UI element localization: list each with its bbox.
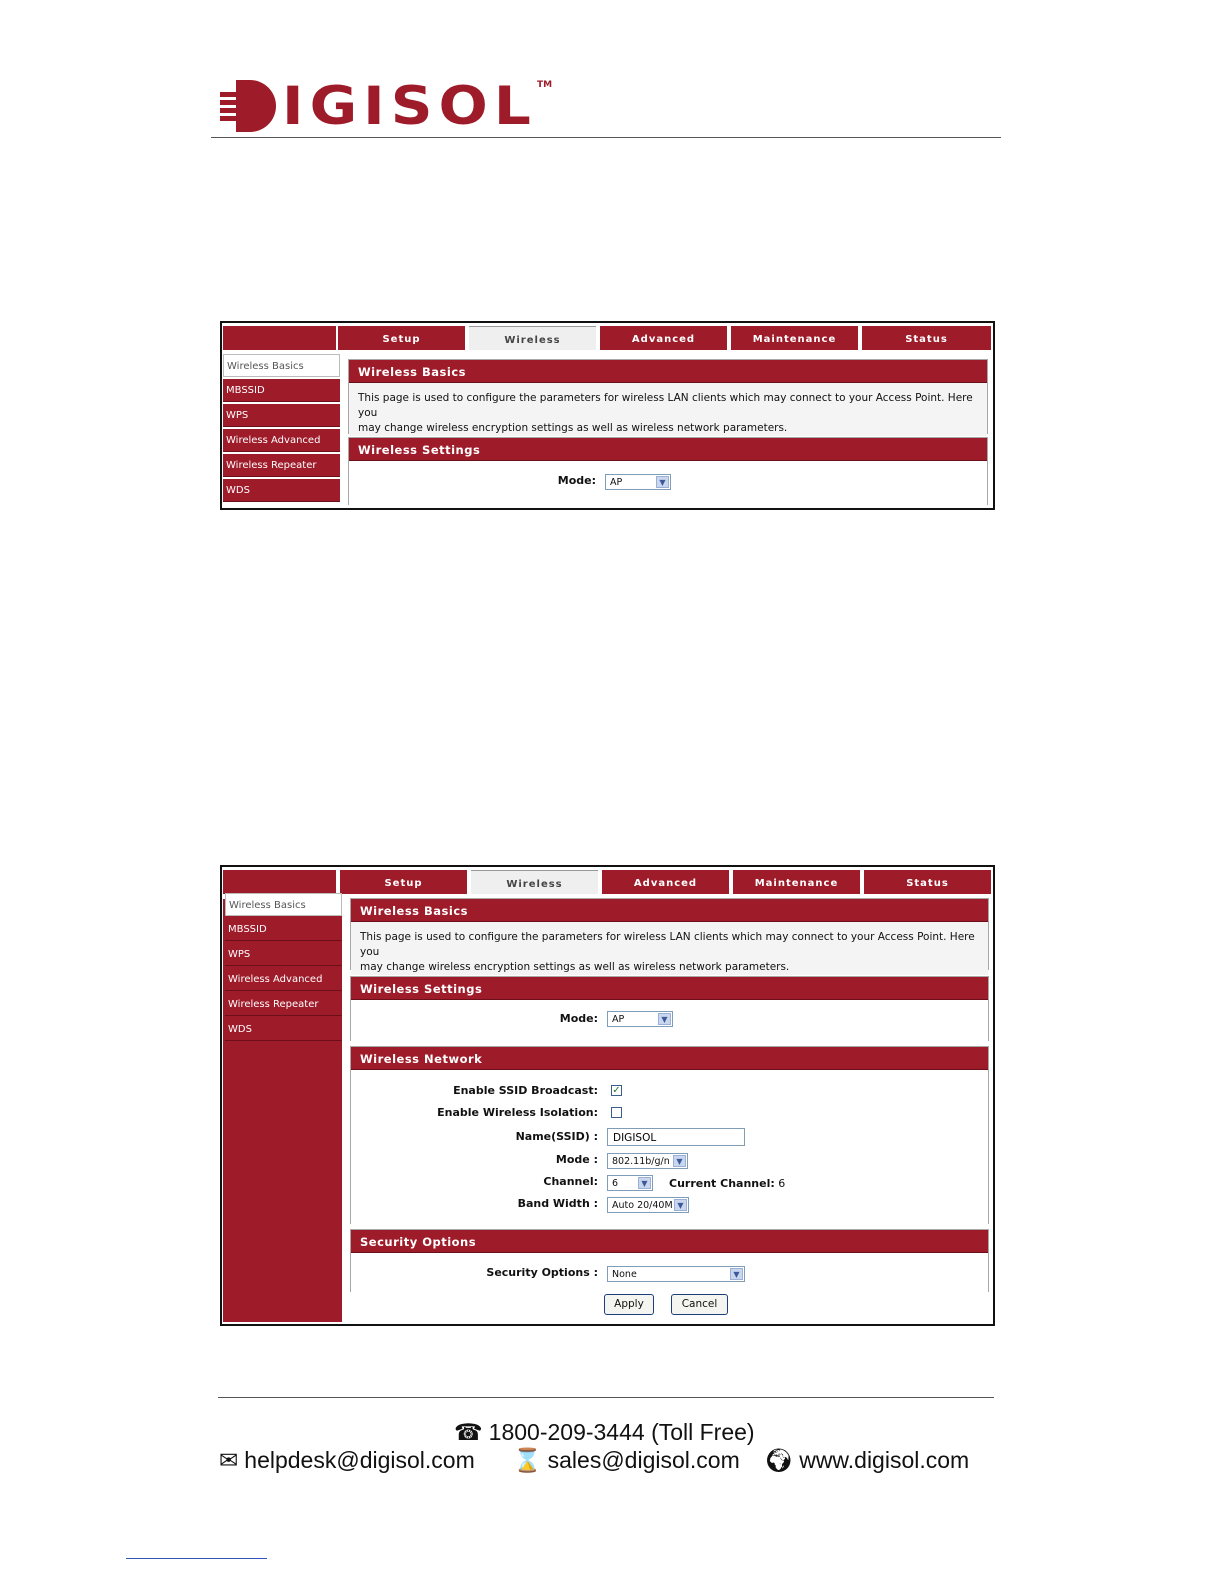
panel-title: Wireless Basics	[349, 360, 987, 383]
chevron-down-icon: ▼	[673, 1155, 686, 1167]
channel-label: Channel:	[543, 1175, 598, 1188]
ssid-name-input[interactable]: DIGISOL	[607, 1128, 745, 1146]
footer-rule	[218, 1397, 994, 1398]
tab-advanced[interactable]: Advanced	[602, 870, 729, 894]
sidebar	[223, 354, 340, 504]
screenshot-wireless-basics	[220, 321, 995, 510]
sidebar-item-mbssid[interactable]: MBSSID	[223, 379, 340, 402]
panel-title: Wireless Basics	[351, 899, 988, 922]
isolation-label: Enable Wireless Isolation:	[437, 1106, 598, 1119]
current-channel: Current Channel: 6	[669, 1177, 786, 1190]
ssid-name-label: Name(SSID) :	[515, 1130, 598, 1143]
security-options-label: Security Options :	[486, 1266, 598, 1279]
isolation-checkbox[interactable]	[611, 1107, 622, 1118]
wireless-network-panel	[350, 1046, 989, 1224]
wireless-basics-panel	[348, 359, 988, 434]
sidebar-item-wireless-basics[interactable]: Wireless Basics	[225, 893, 342, 916]
tab-wireless[interactable]: Wireless	[471, 870, 598, 894]
globe-icon: 🌍︎	[764, 1447, 794, 1473]
bandwidth-select[interactable]: Auto 20/40M ▼	[607, 1197, 689, 1213]
security-options-panel	[350, 1229, 989, 1292]
wireless-basics-panel	[350, 898, 989, 973]
apply-button[interactable]: Apply	[604, 1294, 654, 1315]
logo-text: IGISOL	[282, 75, 537, 137]
sidebar-item-wireless-advanced[interactable]: Wireless Advanced	[223, 429, 340, 452]
panel-title: Wireless Network	[351, 1047, 988, 1070]
screenshot-wireless-network	[220, 865, 995, 1326]
tab-setup[interactable]: Setup	[340, 870, 467, 894]
network-mode-label: Mode :	[555, 1153, 598, 1166]
sidebar-item-wireless-repeater[interactable]: Wireless Repeater	[225, 993, 342, 1016]
sidebar-item-wps[interactable]: WPS	[223, 404, 340, 427]
wireless-settings-panel	[348, 437, 988, 505]
mail-icon: ✉	[219, 1447, 239, 1473]
chevron-down-icon: ▼	[674, 1199, 687, 1211]
sidebar-item-wireless-basics[interactable]: Wireless Basics	[223, 354, 340, 377]
ssid-broadcast-label: Enable SSID Broadcast:	[453, 1084, 598, 1097]
tab-wireless[interactable]: Wireless	[469, 326, 596, 350]
panel-title: Wireless Settings	[351, 977, 988, 1000]
panel-title: Wireless Settings	[349, 438, 987, 461]
tab-maintenance[interactable]: Maintenance	[733, 870, 860, 894]
mode-label: Mode:	[559, 1012, 598, 1025]
cancel-button[interactable]: Cancel	[671, 1294, 728, 1315]
mode-label: Mode:	[557, 474, 596, 487]
description: This page is used to configure the parameters for wireless LAN clients which may connect to your Access Point. Here you may change wireless encryption settings as well as wireless network parameters.	[349, 383, 987, 436]
logo-trademark: TM	[537, 80, 553, 90]
panel-title: Security Options	[351, 1230, 988, 1253]
mode-select[interactable]: AP ▼	[607, 1011, 673, 1027]
sidebar	[225, 893, 342, 1043]
tab-status[interactable]: Status	[864, 870, 991, 894]
security-options-select[interactable]: None ▼	[607, 1266, 745, 1282]
phone-line: ☎ 1800-209-3444 (Toll Free)	[454, 1419, 755, 1445]
mode-select[interactable]: AP ▼	[605, 474, 671, 490]
tab-maintenance[interactable]: Maintenance	[731, 326, 858, 350]
footnote-rule	[126, 1558, 267, 1559]
sales-line: ⌛ sales@digisol.com	[513, 1447, 740, 1473]
chevron-down-icon: ▼	[658, 1013, 671, 1025]
wireless-settings-panel	[350, 976, 989, 1041]
chevron-down-icon: ▼	[638, 1177, 651, 1189]
tab-bar	[222, 326, 993, 352]
tab-status[interactable]: Status	[862, 326, 991, 350]
sidebar-item-wireless-advanced[interactable]: Wireless Advanced	[225, 968, 342, 991]
hourglass-icon: ⌛	[513, 1447, 542, 1473]
sidebar-item-wps[interactable]: WPS	[225, 943, 342, 966]
tab-advanced[interactable]: Advanced	[600, 326, 727, 350]
network-mode-select[interactable]: 802.11b/g/n ▼	[607, 1153, 688, 1169]
sidebar-item-wireless-repeater[interactable]: Wireless Repeater	[223, 454, 340, 477]
chevron-down-icon: ▼	[656, 476, 669, 488]
helpdesk-line: ✉ helpdesk@digisol.com	[219, 1447, 475, 1473]
channel-select[interactable]: 6 ▼	[607, 1175, 653, 1191]
sidebar-item-wds[interactable]: WDS	[225, 1018, 342, 1041]
logo-mark	[220, 80, 278, 132]
ssid-broadcast-checkbox[interactable]: ✓	[612, 1085, 621, 1096]
header-rule	[211, 137, 1001, 138]
bandwidth-label: Band Width :	[517, 1197, 598, 1210]
phone-icon: ☎	[454, 1419, 483, 1445]
digisol-logo	[220, 75, 537, 137]
web-line: 🌍︎ www.digisol.com	[764, 1447, 970, 1473]
sidebar-item-wds[interactable]: WDS	[223, 479, 340, 502]
chevron-down-icon: ▼	[730, 1268, 743, 1280]
tab-setup[interactable]: Setup	[338, 326, 465, 350]
sidebar-item-mbssid[interactable]: MBSSID	[225, 918, 342, 941]
description: This page is used to configure the parameters for wireless LAN clients which may connect to your Access Point. Here you may change wireless encryption settings as well as wireless network parameters.	[351, 922, 988, 975]
